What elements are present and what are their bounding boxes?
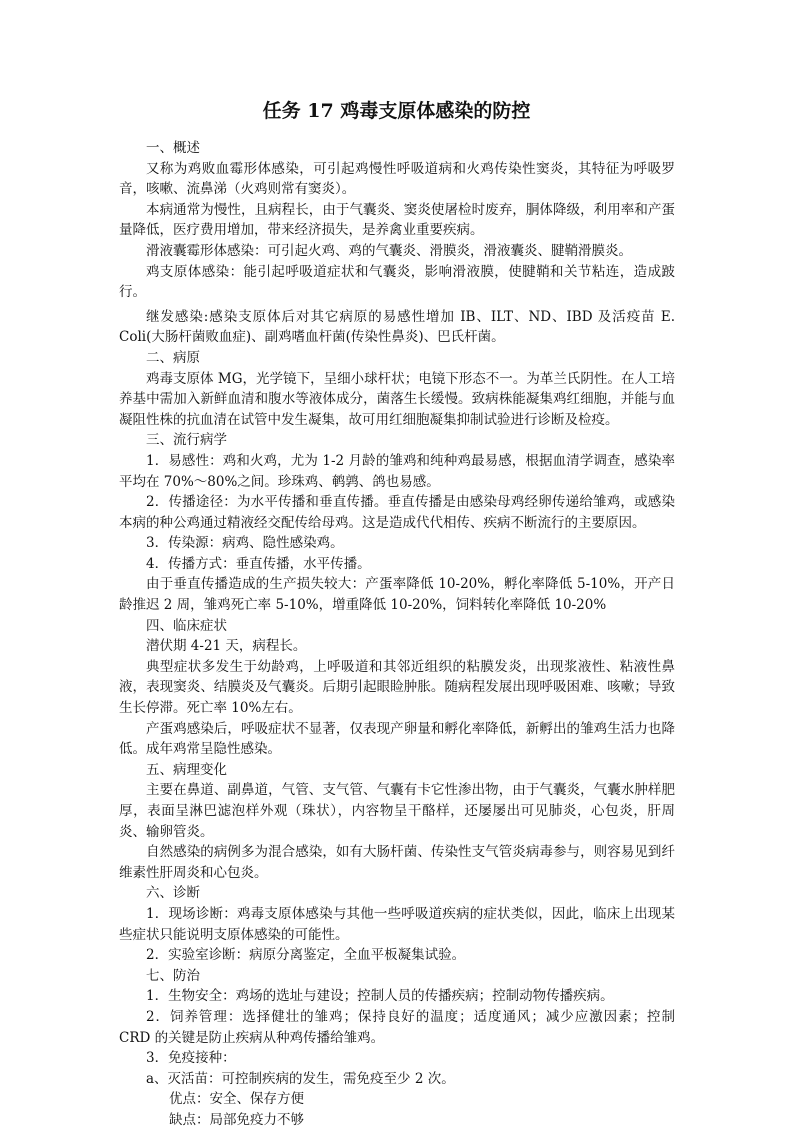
section-heading: 五、病理变化 — [146, 761, 227, 778]
paragraph: 鸡毒支原体 MG，光学镜下，呈细小球杆状；电镜下形态不一。为革兰氏阴性。在人工培养基中需加入新鲜血清和腹水等液体成分，菌落生长缓慢。致病株能凝集鸡红细胞，并能与血凝阻性株的抗血清在试管中发生凝集，故可用红细胞凝集抑制试验进行诊断及检疫。 — [119, 370, 675, 428]
paragraph: 4．传播方式：垂直传播，水平传播。 — [146, 555, 371, 572]
paragraph: 缺点：局部免疫力不够 — [169, 1111, 304, 1128]
paragraph: 1．现场诊断：鸡毒支原体感染与其他一些呼吸道疾病的症状类似，因此，临床上出现某些症状只能说明支原体感染的可能性。 — [119, 905, 675, 943]
section-heading: 一、概述 — [146, 140, 200, 156]
paragraph: 优点：安全、保存方便 — [169, 1091, 304, 1108]
document-title: 任务 17 鸡毒支原体感染的防控 — [262, 100, 531, 122]
paragraph: 2．实验室诊断：病原分离鉴定，全血平板凝集试验。 — [146, 947, 466, 964]
section-heading: 七、防治 — [146, 967, 200, 984]
paragraph: a、灭活苗：可控制疾病的发生，需免疫至少 2 次。 — [146, 1070, 455, 1087]
paragraph: 本病通常为慢性，且病程长，由于气囊炎、窦炎使屠检时废弃，胴体降级，利用率和产蛋量降低，医疗费用增加，带来经济损失，是养禽业重要疾病。 — [119, 201, 675, 239]
section-heading: 四、临床症状 — [146, 617, 227, 634]
section-heading: 三、流行病学 — [146, 432, 227, 449]
paragraph: 2．饲养管理：选择健壮的雏鸡；保持良好的温度；适度通风；减少应激因素；控制 CRD 的关键是防止疾病从种鸡传播给雏鸡。 — [119, 1008, 675, 1046]
paragraph: 典型症状多发生于幼龄鸡，上呼吸道和其邻近组织的粘膜发炎，出现浆液性、粘液性鼻液，表现窦炎、结膜炎及气囊炎。后期引起眼睑肿胀。随病程发展出现呼吸困难、咳嗽；导致生长停滞。死亡率 10%左右。 — [119, 658, 675, 717]
section-heading: 二、病原 — [146, 349, 200, 366]
document-body — [119, 138, 675, 1131]
paragraph: 自然感染的病例多为混合感染，如有大肠杆菌、传染性支气管炎病毒参与，则容易见到纤维素性肝周炎和心包炎。 — [119, 844, 675, 881]
paragraph: 主要在鼻道、副鼻道，气管、支气管、气囊有卡它性渗出物，由于气囊炎，气囊水肿样肥厚，表面呈淋巴滤泡样外观（珠状），内容物呈干酪样，还屡屡出可见肺炎，心包炎，肝周炎、输卵管炎。 — [119, 782, 675, 840]
paragraph: 3．免疫接种： — [146, 1050, 236, 1067]
paragraph: 2．传播途径：为水平传播和垂直传播。垂直传播是由感染母鸡经卵传递给雏鸡，或感染本病的种公鸡通过精液经交配传给母鸡。这是造成代代相传、疾病不断流行的主要原因。 — [119, 494, 675, 531]
paragraph: 又称为鸡败血霉形体感染，可引起鸡慢性呼吸道病和火鸡传染性窦炎，其特征为呼吸罗音，咳嗽、流鼻涕（火鸡则常有窦炎）。 — [119, 160, 675, 198]
section-heading: 六、诊断 — [146, 885, 200, 902]
paragraph: 1．易感性：鸡和火鸡，尤为 1-2 月龄的雏鸡和纯种鸡最易感，根据血清学调查，感染率平均在 70%～80%之间。珍珠鸡、鹌鹑、鸽也易感。 — [119, 452, 675, 490]
paragraph: 潜伏期 4-21 天，病程长。 — [146, 638, 307, 655]
paragraph: 3．传染源：病鸡、隐性感染鸡。 — [146, 535, 344, 552]
paragraph: 由于垂直传播造成的生产损失较大：产蛋率降低 10-20%，孵化率降低 5-10%，开产日龄推迟 2 周，雏鸡死亡率 5-10%，增重降低 10-20%，饲料转化率降低 10-20% — [119, 576, 675, 614]
paragraph: 鸡支原体感染：能引起呼吸道症状和气囊炎，影响滑液膜，使腱鞘和关节粘连，造成跛行。 — [119, 263, 675, 301]
paragraph: 产蛋鸡感染后，呼吸症状不显著，仅表现产卵量和孵化率降低，新孵出的雏鸡生活力也降低。成年鸡常呈隐性感染。 — [119, 720, 675, 758]
paragraph: 滑液囊霉形体感染：可引起火鸡、鸡的气囊炎、滑膜炎，滑液囊炎、腱鞘滑膜炎。 — [146, 242, 632, 259]
paragraph: 继发感染:感染支原体后对其它病原的易感性增加 IB、ILT、ND、IBD 及活疫苗 E. Coli(大肠杆菌败血症)、副鸡嗜血杆菌(传染性鼻炎)、巴氏杆菌。 — [119, 308, 675, 346]
paragraph: 1．生物安全：鸡场的选址与建设；控制人员的传播疾病；控制动物传播疾病。 — [146, 988, 614, 1005]
